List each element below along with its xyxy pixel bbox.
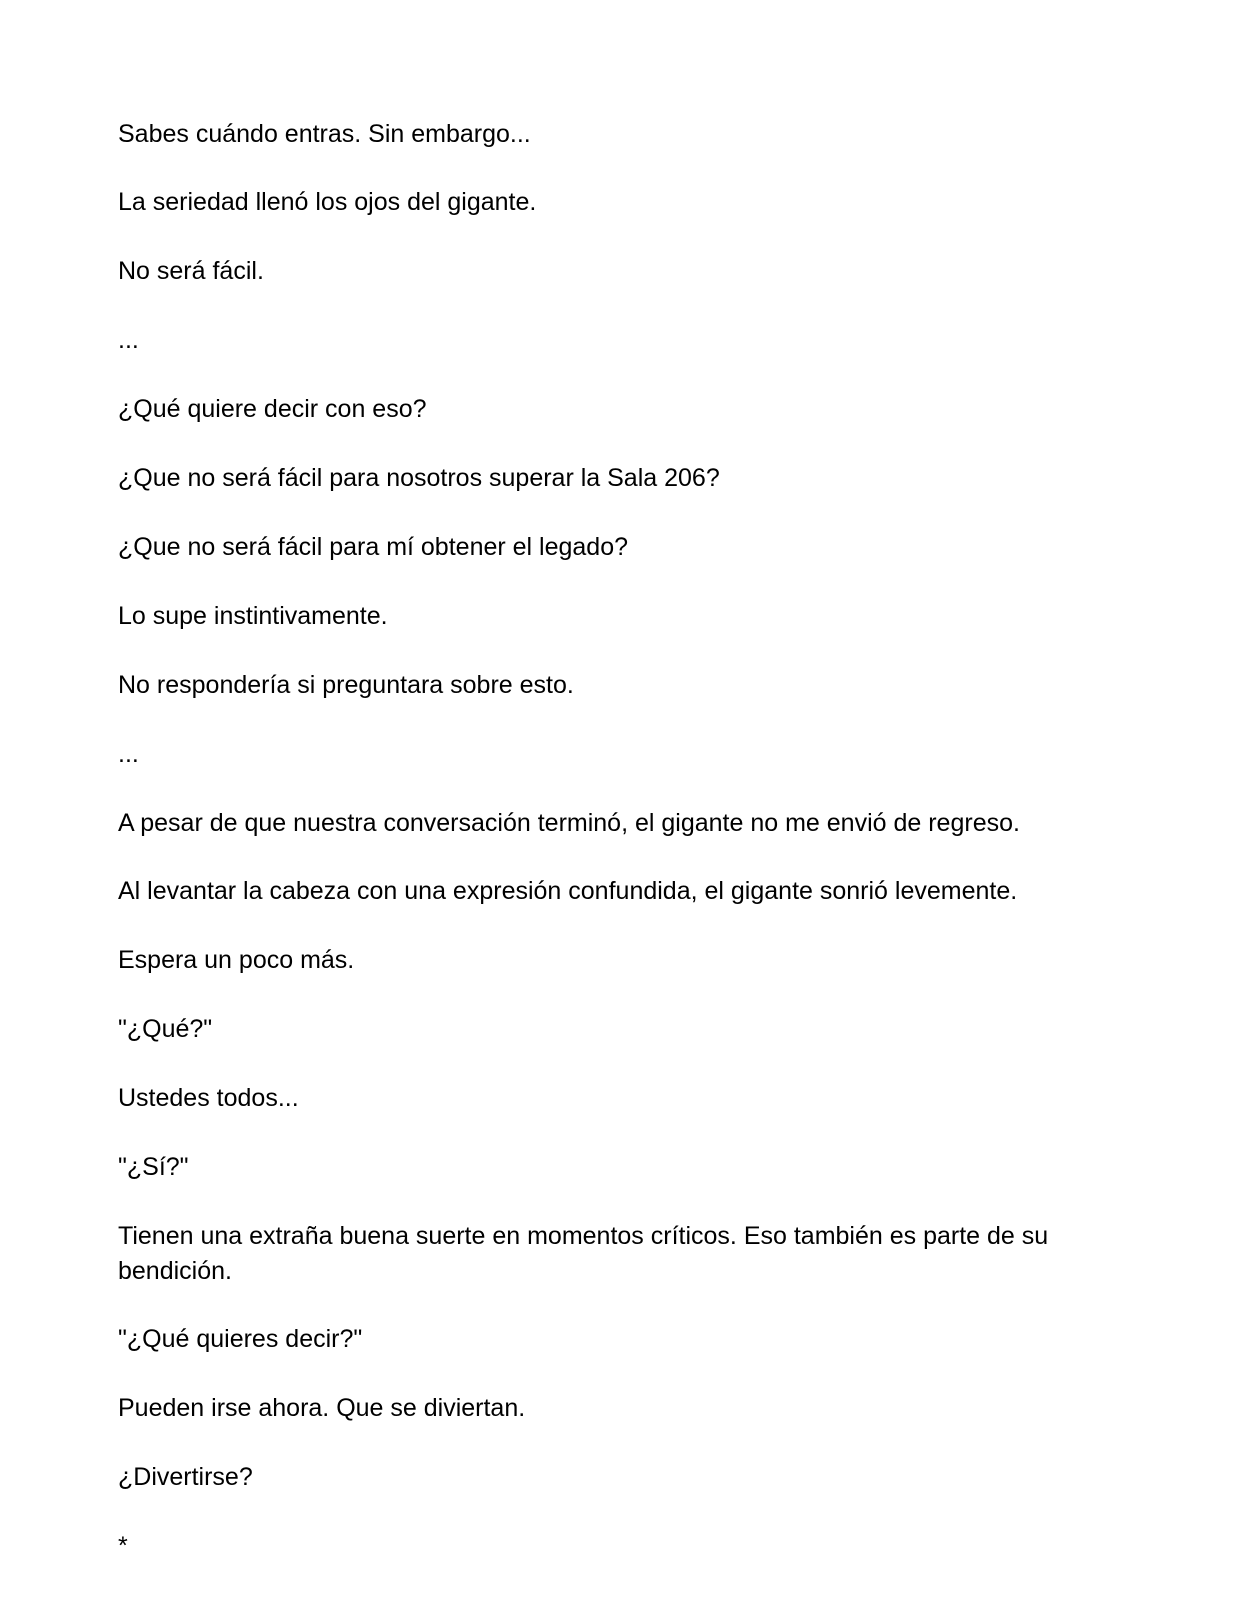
paragraph: Al levantar la cabeza con una expresión confundida, el gigante sonrió levemente. xyxy=(118,877,1018,905)
paragraph: Lo supe instintivamente. xyxy=(118,602,388,630)
paragraph: * xyxy=(118,1532,128,1560)
paragraph: ¿Qué quiere decir con eso? xyxy=(118,395,427,423)
paragraph: A pesar de que nuestra conversación terminó, el gigante no me envió de regreso. xyxy=(118,809,1020,837)
paragraph: Espera un poco más. xyxy=(118,946,355,974)
paragraph: "¿Qué quieres decir?" xyxy=(118,1325,363,1353)
paragraph: ... xyxy=(118,326,139,354)
paragraph: "¿Sí?" xyxy=(118,1153,189,1181)
paragraph: ¿Que no será fácil para mí obtener el legado? xyxy=(118,533,629,561)
paragraph: Sabes cuándo entras. Sin embargo... xyxy=(118,120,531,148)
paragraph: ... xyxy=(118,740,139,768)
paragraph: Pueden irse ahora. Que se diviertan. xyxy=(118,1394,526,1422)
paragraph: ¿Que no será fácil para nosotros superar la Sala 206? xyxy=(118,464,720,492)
paragraph: No respondería si preguntara sobre esto. xyxy=(118,671,574,699)
paragraph: Ustedes todos... xyxy=(118,1084,299,1112)
paragraph: Tienen una extraña buena suerte en momentos críticos. Eso también es parte de su bendición. xyxy=(118,1222,1049,1285)
paragraph: La seriedad llenó los ojos del gigante. xyxy=(118,188,537,216)
paragraph: ¿Divertirse? xyxy=(118,1463,253,1491)
paragraph: No será fácil. xyxy=(118,257,264,285)
paragraph: "¿Qué?" xyxy=(118,1015,213,1043)
